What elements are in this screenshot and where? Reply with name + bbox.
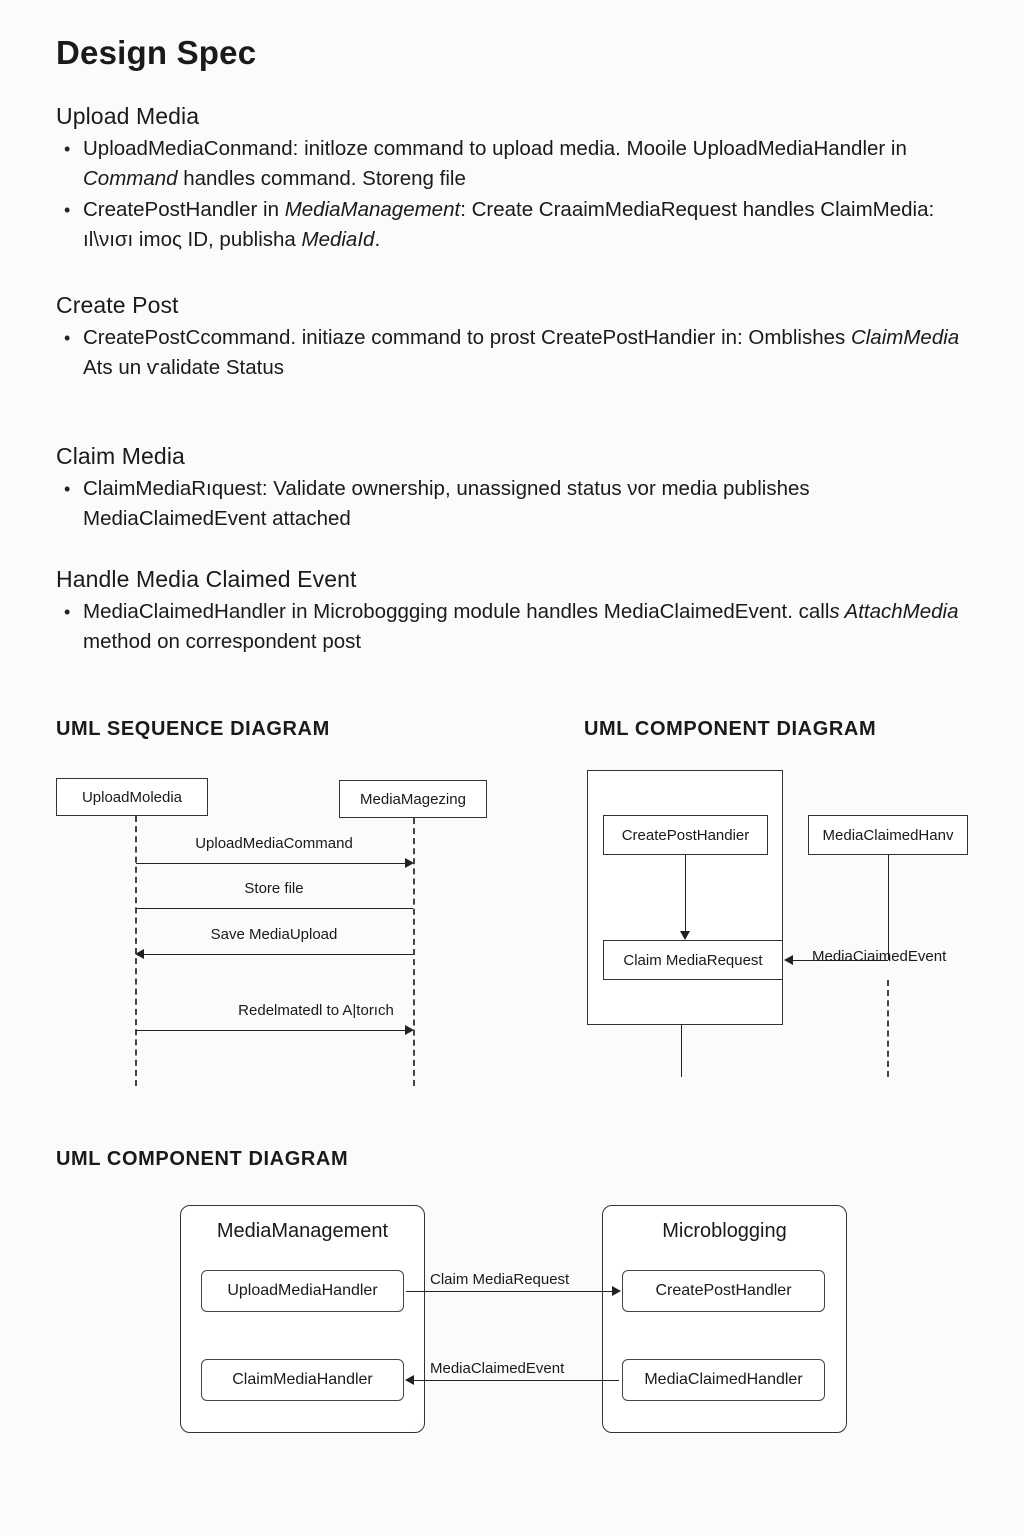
section-bullet-list [56, 597, 986, 657]
component-edge-label: MediaCiaimedEvent [812, 948, 947, 965]
component-edge-vertical-2 [888, 855, 889, 960]
component-edge-vertical-1 [685, 855, 686, 933]
sequence-message-label-4: Redelmatedl to A|torıch [238, 1002, 394, 1019]
component-arrowhead-down-1 [680, 931, 690, 940]
section-heading: Claim Media [56, 443, 185, 469]
list-item [56, 474, 986, 534]
section-handle-media-claimed-event [56, 566, 986, 658]
sequence-message-label-2: Store file [244, 880, 304, 897]
bullet-text-cont: Ats un ѵalidate Status [83, 356, 284, 379]
section-heading: Create Post [56, 292, 179, 318]
sequence-message-label-3: Save MediaUpload [210, 926, 338, 943]
component-node-media-claimed-handler: MediaClaimedHanv [808, 815, 968, 855]
list-item [56, 195, 986, 255]
bullet-emphasis: s AttachMedia [829, 600, 959, 623]
module-title: MediaManagement [216, 1220, 389, 1242]
page-title: Design Spec [56, 34, 257, 71]
bottom-edge-arrowhead-1 [612, 1286, 621, 1296]
bottom-edge-arrow-2 [411, 1380, 619, 1381]
section-claim-media [56, 443, 986, 535]
uml-component-diagram-top [580, 770, 1000, 1090]
bullet-text: MediaClaimedHandler in Microboggging module handles MediaClaimedEvent. call [83, 600, 830, 623]
bullet-text-cont: method on correspondent post [83, 630, 362, 653]
section-bullet-list [56, 474, 986, 534]
uml-sequence-diagram [56, 770, 516, 1090]
sequence-arrowhead-3 [135, 949, 144, 959]
component-diagram-bottom-title: UML COMPONENT DIAGRAM [56, 1148, 349, 1170]
bullet-text: UploadMediaConmand: initloze command to upload media. Mooile UploadMediaHandler in [83, 137, 907, 160]
component-diagram-top-title: UML COMPONENT DIAGRAM [584, 718, 877, 740]
sequence-message-label-1: UploadMediaCommand [195, 835, 353, 852]
bullet-emphasis: Command [83, 167, 178, 190]
bottom-edge-label-2: MediaClaimedEvent [430, 1360, 565, 1377]
section-bullet-list [56, 323, 986, 383]
list-item [56, 134, 986, 194]
sequence-arrow-2 [136, 908, 413, 909]
module-title: Microblogging [662, 1220, 787, 1242]
bullet-text: ClaimMediaRıquest: Validate ownership, unassigned status νor media publishes MediaClaimedEvent attached [83, 477, 810, 530]
component-node-create-post-handler: CreatePostHandier [603, 815, 768, 855]
bullet-emphasis-2: MediaId [301, 228, 375, 251]
bullet-emphasis: MediaManagement [284, 198, 461, 221]
component-upload-media-handler: UploadMediaHandler [201, 1270, 404, 1312]
component-node-claim-media-request: Claim MediaRequest [603, 940, 783, 980]
bullet-text: CreatePostCcommand. initiaze command to prost CreatePostHandier in: Omblishes [83, 326, 851, 349]
sequence-arrowhead-1 [405, 858, 414, 868]
sequence-arrowhead-4 [405, 1025, 414, 1035]
sequence-arrow-1 [136, 863, 408, 864]
bottom-edge-arrowhead-2 [405, 1375, 414, 1385]
component-create-post-handler: CreatePostHandler [622, 1270, 825, 1312]
list-item [56, 323, 986, 383]
section-create-post [56, 292, 986, 384]
sequence-diagram-title: UML SEQUENCE DIAGRAM [56, 718, 330, 740]
component-lifeline-1 [681, 1025, 682, 1077]
component-arrowhead-left-1 [784, 955, 793, 965]
section-bullet-list [56, 134, 986, 255]
section-heading: Upload Media [56, 103, 200, 129]
bottom-edge-arrow-1 [406, 1291, 614, 1292]
uml-component-diagram-bottom [56, 1195, 986, 1455]
sequence-participant-2: MediaMagezing [339, 780, 487, 818]
bullet-text: CreatePostHandler in [83, 198, 285, 221]
sequence-participant-1: UploadMoledia [56, 778, 208, 816]
section-upload-media [56, 103, 986, 256]
bullet-emphasis: ClaimMedia [850, 326, 960, 349]
list-item [56, 597, 986, 657]
component-lifeline-2 [887, 980, 889, 1077]
bottom-edge-label-1: Claim MediaRequest [430, 1271, 570, 1288]
component-media-claimed-handler: MediaClaimedHandler [622, 1359, 825, 1401]
sequence-arrow-4 [136, 1030, 408, 1031]
bullet-text-end: . [374, 228, 381, 251]
bullet-text-cont: : Create CraaimMediaRequest handles ClaimMedia: ıl\νıσı imoς ID, publisha [83, 198, 935, 251]
bullet-text-cont: handles command. Storeng file [177, 167, 466, 190]
section-heading: Handle Media Claimed Event [56, 566, 357, 592]
sequence-arrow-3 [141, 954, 413, 955]
component-claim-media-handler: ClaimMediaHandler [201, 1359, 404, 1401]
